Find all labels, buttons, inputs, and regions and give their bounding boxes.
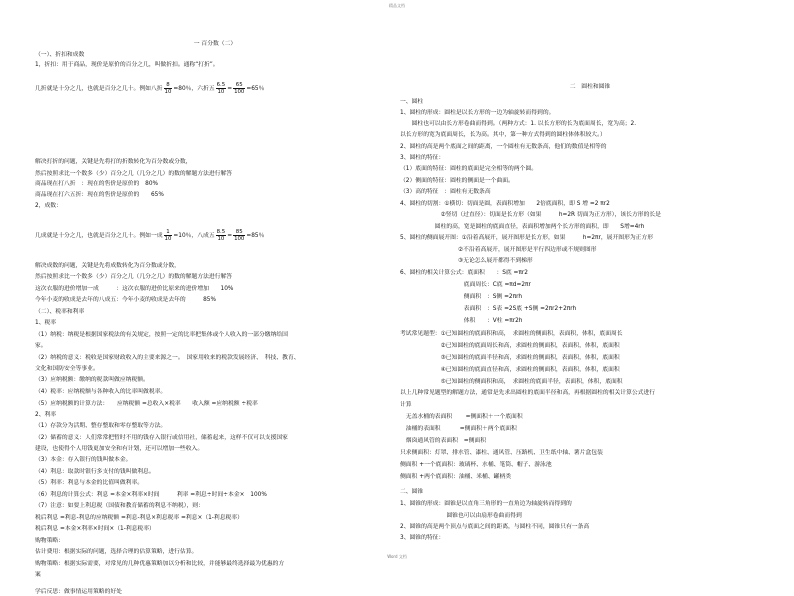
text-line: 5、圆柱的侧面展开图：①沿着高展开，展开图形是长方形，如果 h=2πr，展开图形为正方形 bbox=[400, 235, 654, 241]
text-line: 1、税率 bbox=[35, 320, 57, 326]
text-line: 商品现在打八折 ：现在的售价是原价的 80% bbox=[35, 181, 159, 187]
text-line: ②不沿着高展开，展开图形是平行四边形或不规则图形 bbox=[400, 247, 597, 253]
text-line: 圆锥也可以由扇形卷曲而得到 bbox=[400, 513, 522, 519]
text-line: 购物策略：根据实际需要，对常见的几种优惠策略加以分析和比较，并能够最终选择最为优惠的方 bbox=[35, 561, 285, 567]
fraction bbox=[164, 229, 173, 242]
text-line: ③无论怎么展开都得不到梯形 bbox=[400, 258, 533, 264]
text-line: 以长方形的宽为底面周长，长为高。其中，第一种方式得到的圆柱体体积较大。） bbox=[400, 132, 606, 138]
fraction-equation bbox=[35, 82, 264, 95]
text-line: 表面积 ：S表 =2S底 +S侧 =2πr2+2πrh bbox=[400, 306, 577, 312]
denominator: 10 bbox=[164, 236, 172, 242]
text-line: ④已知圆柱的底面直径和高，求圆柱的侧面积，表面积，体积，底面积 bbox=[400, 367, 620, 373]
text-line: （4）税率：应纳税额与各种收入的比率叫做税率。 bbox=[35, 389, 167, 395]
text-line: 圆柱的高，宽是圆柱的底面直径，表面积增加两个长方形的面积，即 S增=4rh bbox=[400, 224, 645, 230]
numerator: 6.5 bbox=[216, 82, 226, 88]
text-line: （一）、折扣和成数 bbox=[35, 52, 85, 58]
text-line: （3）高的特征 ：圆柱有无数条高 bbox=[400, 189, 491, 195]
text-line: 解决成数的问题，关键是先将成数转化为百分数或分数， bbox=[35, 263, 180, 269]
text-line: 然后按照求比一个数多（少）百分之几（几分之几）的数的解题方法进行解答 bbox=[35, 274, 233, 280]
text-line: （2）纳税的意义：税收是国家财政收入的主要来源之一。 国家用收来的税款发展经济、 科技、教育、 bbox=[35, 355, 300, 361]
numerator: 85 bbox=[233, 229, 245, 236]
text-line: 侧面积 +两个底面积：油桶、米桶、罐柄类 bbox=[400, 474, 512, 480]
text-line: 购物策略： bbox=[35, 538, 64, 544]
text-line: 商品现在打六五折：现在的售价是原价的 65% bbox=[35, 192, 164, 198]
numerator: 8 bbox=[164, 82, 173, 89]
text-line: （1）存款分为活期、整存整取和零存整取等方法。 bbox=[35, 423, 167, 429]
numerator: 8.5 bbox=[216, 229, 226, 235]
text-line: ②竖切（过直径）：切面是长方形（如果 h=2R 切面为正方形），该长方形的长是 bbox=[400, 212, 661, 218]
equation-text: 几成就是十分之几，也就是百分之几十。例如一成 bbox=[35, 233, 163, 239]
text-line: 3、圆锥的特征： bbox=[400, 535, 445, 541]
text-line: 税后利息 =利息-利息的应纳税额 =利息-利息×利息税率 =利息×（1-利息税率） bbox=[35, 515, 243, 521]
text-line: （2）储蓄的意义：人们常常把暂时不用的钱存入银行或信用社，储蓄起来，这样不仅可以支援国家 bbox=[35, 435, 288, 441]
text-line: 油桶的表面积 =侧面积＋两个底面积 bbox=[400, 426, 517, 432]
text-line: 2、圆锥的高是两个顶点与底面之间的距离，与圆柱不同，圆锥只有一条高 bbox=[400, 524, 590, 530]
text-line: （1）纳税：纳税是根据国家税法的有关规定，按照一定的比率把集体或个人收入的一部分缴纳给国 bbox=[35, 332, 288, 338]
equation-text: =10％，八成五 bbox=[173, 233, 215, 239]
text-line: （2）侧面的特征：圆柱的侧面是一个曲面。 bbox=[400, 178, 514, 184]
text-line: 底面周长：C底 =πd=2πr bbox=[400, 282, 531, 288]
text-line: 1、圆锥的形成：圆锥是以直角三角形的一直角边为轴旋转而得到的 bbox=[400, 501, 572, 507]
text-line: 1，折扣：用于商品，现价是原价的百分之几，叫做折扣。通称“打折”。 bbox=[35, 62, 219, 68]
text-line: 学后反思：做事情运用策略的好处 bbox=[35, 589, 122, 595]
text-line: 然后按照求比一个数多（少）百分之几（几分之几）的数的解题方法进行解答 bbox=[35, 171, 233, 177]
text-line: （5）应纳税额的计算方法： 应纳税额 =总收入×税率 收入额 =应纳税额 ÷税率 bbox=[35, 401, 258, 407]
text-line: （3）本金：存入银行的钱叫做本金。 bbox=[35, 457, 132, 463]
text-line: 一、圆柱 bbox=[400, 99, 424, 105]
text-line: ⑤已知圆柱的侧面积和高， 求圆柱的底面半径，表面积，体积，底面积 bbox=[400, 379, 623, 385]
numerator: 1 bbox=[164, 229, 173, 236]
equation-text: = bbox=[227, 233, 233, 239]
text-line: 侧面积 +一个底面积：玻璃杯、水桶、笔筒、帽子、游泳池 bbox=[400, 462, 552, 468]
text-line: 计算 bbox=[400, 402, 412, 408]
text-line: 今年小麦的收成是去年的八成五：今年小麦的收成是去年的 85% bbox=[35, 297, 216, 303]
denominator: 100 bbox=[234, 236, 245, 242]
text-line: 圆柱也可以由长方形卷曲而得到。（两种方式：1. 以长方形的长为底面周长，宽为高；2. bbox=[400, 121, 637, 127]
text-line: 烟囱通风管的表面积 =侧面积 bbox=[400, 438, 487, 444]
text-line: 侧面积 ：S侧 =2πrh bbox=[400, 294, 523, 300]
text-line: （二）、税率和利率 bbox=[35, 309, 85, 315]
numerator: 65 bbox=[233, 82, 245, 89]
text-line: 2，成数： bbox=[35, 203, 62, 209]
text-line: （1）底面的特征：圆柱的底面是完全相等的两个圆。 bbox=[400, 166, 538, 172]
page-footer: Word 文档 bbox=[387, 554, 407, 559]
denominator: 10 bbox=[164, 89, 172, 95]
text-line: 体积 ：V柱 =πr2h bbox=[400, 318, 523, 324]
fraction bbox=[233, 229, 245, 242]
text-line: 这次衣服的进价增加一成 ：这次衣服的进价比原来的进价增加 10% bbox=[35, 286, 234, 292]
text-line: （7）注意：如要上利息税（国债和教育储蓄的利息不纳税），则： bbox=[35, 503, 204, 509]
text-line: ②已知圆柱的底面周长和高，求圆柱的侧面积，表面积，体积，底面积 bbox=[400, 343, 620, 349]
fraction bbox=[233, 82, 245, 95]
text-line: 4、圆柱的切割：①横切：切面是圆，表面积增加 2倍底面积，即 S 增 =2 πr2 bbox=[400, 201, 610, 207]
text-line: 2、圆柱的高是两个底面之间的距离，一个圆柱有无数条高，他们的数值是相等的 bbox=[400, 144, 607, 150]
text-line: 文化和国防安全等事业。 bbox=[35, 366, 99, 372]
text-line: 6、圆柱的相关计算公式：底面积 ：S底 =πr2 bbox=[400, 270, 528, 276]
denominator: 100 bbox=[234, 89, 245, 95]
text-line: 家。 bbox=[35, 343, 47, 349]
text-line: 解决打折的问题，关键是先将打的折数转化为百分数或分数， bbox=[35, 159, 192, 165]
section-title: 二 圆柱和圆锥 bbox=[569, 84, 611, 90]
fraction-equation bbox=[35, 229, 264, 242]
text-line: 二、圆锥 bbox=[400, 489, 424, 495]
text-line: （6）利息的计算公式：利息 =本金×利率×时间 利率 =利息÷时间÷本金× 100% bbox=[35, 492, 267, 498]
page-header: 精品文档 bbox=[389, 3, 405, 8]
text-line: 2、利率 bbox=[35, 412, 57, 418]
text-line: （4）利息：取款时银行多支付的钱叫做利息。 bbox=[35, 469, 155, 475]
text-line: 考试常见题型：①已知圆柱的底面积和高， 求圆柱的侧面积，表面积，体积，底面周长 bbox=[400, 331, 623, 337]
text-line: ③已知圆柱的底面半径和高，求圆柱的侧面积，表面积，体积，底面积 bbox=[400, 355, 620, 361]
text-line: 估计费用：根据实际的问题，选择合理的估算策略，进行估算。 bbox=[35, 549, 198, 555]
text-line: （3）应纳税额：缴纳的税款叫做应纳税额。 bbox=[35, 377, 149, 383]
section-title: 一 百分数（二） bbox=[193, 41, 237, 47]
equation-text: =80％，六折五 bbox=[173, 86, 215, 92]
denominator: 10 bbox=[217, 236, 225, 242]
text-line: （5）利率：利息与本金的比值叫做利率。 bbox=[35, 480, 144, 486]
equation-text: = bbox=[227, 86, 233, 92]
fraction bbox=[216, 82, 227, 95]
denominator: 10 bbox=[217, 89, 225, 95]
equation-text: =65％ bbox=[246, 86, 265, 92]
text-line: 3、圆柱的特征： bbox=[400, 155, 445, 161]
equation-text: 几折就是十分之几，也就是百分之几十。例如八折 bbox=[35, 86, 163, 92]
equation-text: =85％ bbox=[246, 233, 265, 239]
text-line: 1、圆柱的形成：圆柱是以长方形的一边为轴旋转而得到的。 bbox=[400, 110, 555, 116]
text-line: 案 bbox=[35, 572, 41, 578]
text-line: 建设，也使得个人用钱更加安全和有计划，还可以增加一些收入。 bbox=[35, 446, 204, 452]
text-line: 税后利息 =本金×利率×时间×（1-利息税率） bbox=[35, 526, 155, 532]
text-line: 只求侧面积：灯罩、排水管、漆柱、通风管、压路机、卫生纸中轴、薯片盒包装 bbox=[400, 450, 603, 456]
text-line: 无盖水桶的表面积 =侧面积＋一个底面积 bbox=[400, 414, 523, 420]
fraction bbox=[216, 229, 227, 242]
fraction bbox=[164, 82, 173, 95]
text-line: 以上几种常见题型的解题方法，通常是先求出圆柱的底面半径和高，再根据圆柱的相关计算公式进行 bbox=[400, 390, 656, 396]
